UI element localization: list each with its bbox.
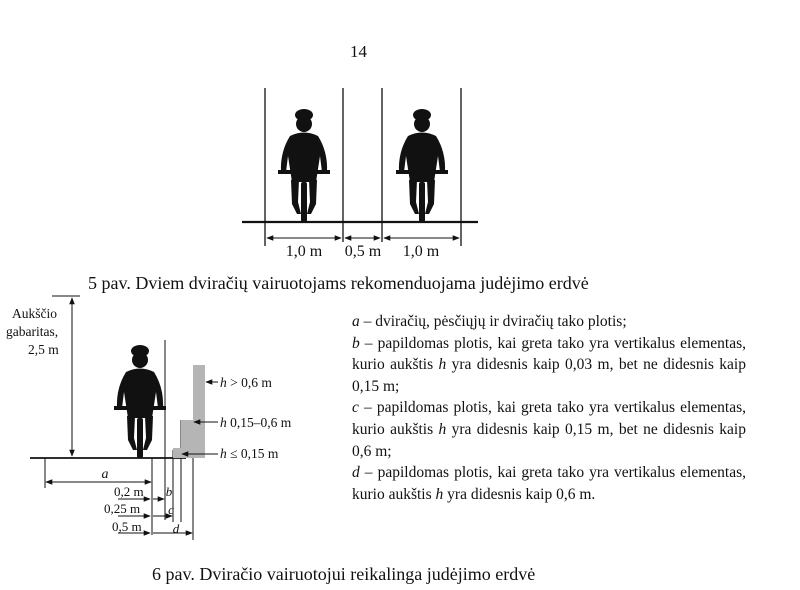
fig5-dim-left: 1,0 m: [285, 243, 323, 260]
h-mid-label: h 0,15–0,6 m: [220, 415, 292, 430]
label-a: a: [101, 467, 109, 482]
h-high-label: h > 0,6 m: [220, 375, 272, 390]
page-number: 14: [350, 42, 367, 61]
legend-item-a: a – dviračių, pėsčiųjų ir dviračių tako plotis;: [352, 313, 627, 330]
label-b: b: [165, 484, 173, 499]
cyclist-icon: [114, 345, 166, 458]
figure-6-legend: [352, 311, 746, 505]
cyclist-icon: [396, 109, 448, 222]
height-label-line1: Aukščio: [12, 306, 57, 321]
fig5-dim-right: 1,0 m: [402, 243, 440, 260]
dim-b: 0,2 m: [114, 484, 144, 499]
dim-d: 0,5 m: [112, 519, 142, 534]
legend-item-c: c – papildomas plotis, kai greta tako yra vertikalus elementas, kurio aukštis h yra didesnis kaip 0,15 m, bet ne didesnis kaip 0,6 m;: [352, 399, 746, 460]
fig5-dim-middle: 0,5 m: [344, 243, 382, 260]
legend-item-b: b – papildomas plotis, kai greta tako yra vertikalus elementas, kurio aukštis h yra didesnis kaip 0,03 m, bet ne didesnis kaip 0,15 m;: [352, 334, 746, 395]
dim-c: 0,25 m: [104, 501, 141, 516]
height-label-line3: 2,5 m: [28, 342, 59, 357]
cyclist-icon: [278, 109, 330, 222]
label-c: c: [168, 502, 174, 517]
label-d: d: [172, 521, 180, 536]
legend-item-d: d – papildomas plotis, kai greta tako yra vertikalus elementas, kurio aukštis h yra didesnis kaip 0,6 m.: [352, 464, 746, 503]
figure-6-caption: 6 pav. Dviračio vairuotojui reikalinga judėjimo erdvė: [152, 564, 536, 584]
h-low-label: h ≤ 0,15 m: [220, 446, 279, 461]
height-label-line2: gabaritas,: [6, 324, 59, 339]
figure-5-caption: 5 pav. Dviem dviračių vairuotojams rekomenduojama judėjimo erdvė: [88, 273, 589, 293]
